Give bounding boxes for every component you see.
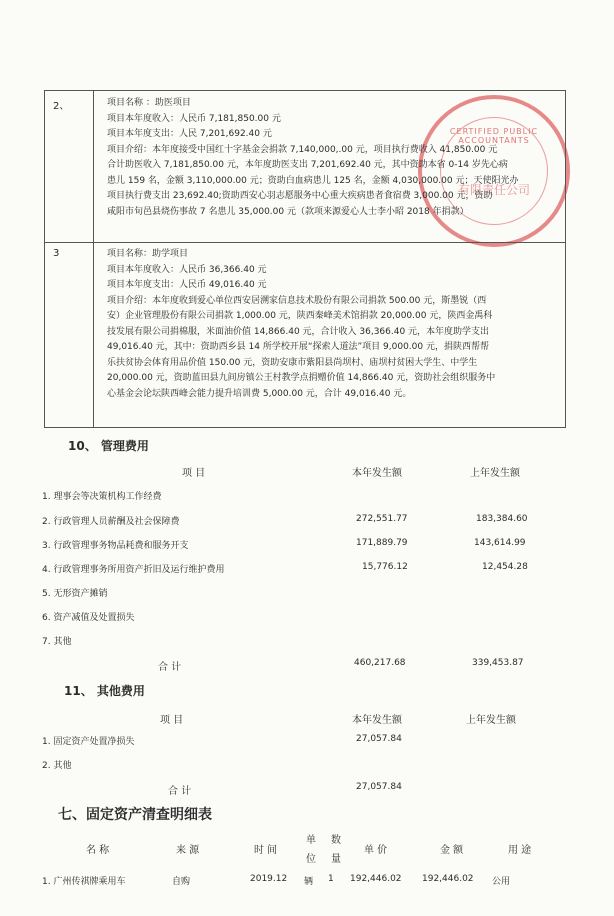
seal-text-cn: 有限责任公司 [457,183,530,197]
column-header-current: 本年发生额 [352,468,402,479]
asset-qty: 1 [328,874,334,884]
asset-header-use: 用 途 [508,845,532,856]
expense-label: 1. 理事会等决策机构工作经费 [42,492,162,502]
total-label: 合 计 [158,662,182,673]
expense-current: 272,551.77 [356,514,408,524]
row-line: 项目本年度收入：人民币 7,181,850.00 元 [107,113,281,124]
expense-label: 4. 行政管理事务所用资产折旧及运行维护费用 [42,565,225,575]
row-line: 心基金会论坛陕西峰会能力提升培训费 5,000.00 元，合计 49,016.40 元。 [107,388,412,399]
row-line: 20,000.00 元，资助蓝田县九间房镇公王村教学点捐赠价值 14,866.40 元，资助社会组织服务中 [107,373,496,383]
row-line: 项目名称：助学项目 [107,249,189,259]
expense-previous: 143,614.99 [474,538,526,548]
expense-label: 5. 无形资产摊销 [42,589,108,599]
row-line: 技发展有限公司捐棉服，米面油价值 14,866.40 元，合计收入 36,366.40 元，本年度助学支出 [107,326,490,337]
row-number: 2、 [53,101,70,112]
section-title-other: 11、 其他费用 [64,684,145,698]
expense-label: 2. 行政管理人员薪酬及社会保障费 [42,517,180,527]
asset-header-qty: 数 [331,835,341,846]
asset-unit: 辆 [304,877,314,887]
row-line: 项目介绍：本年度收到爱心单位西安居溯家信息技术股份有限公司捐款 500.00 元，斯墨锐（西 [107,295,487,306]
total-current: 27,057.84 [356,782,402,792]
project-row-education [107,247,559,402]
table-column-divider [93,91,94,427]
asset-header-price: 单 价 [364,845,388,856]
row-line: 患儿 159 名，金额 3,110,000.00 元；资助白血病患儿 125 名，金额 4,030,000.00 元；天使阳光办 [107,175,519,186]
row-line: 49,016.40 元，其中：资助西乡县 14 所学校开展“探索人道法”项目 9,000.00 元，捐陕西帮帮 [107,342,489,352]
row-line: 项目介绍：本年度接受中国红十字基金会捐款 7,140,000,.00 元，项目执行费收入 41,850.00 元 [107,144,498,155]
expense-previous: 183,384.60 [476,514,528,524]
row-line: 咸阳市旬邑县烧伤事故 7 名患儿 35,000.00 元（款项来源爱心人士李小昭 2018 年捐款） [107,206,469,217]
row-line: 项目本年度支出：人民币 49,016.40 元 [107,280,267,290]
section-title-assets: 七、固定资产清查明细表 [58,807,212,823]
asset-price: 192,446.02 [350,874,402,884]
expense-current: 15,776.12 [362,562,408,572]
column-header-previous: 上年发生额 [466,715,516,726]
project-row-medical [107,96,559,220]
expense-label: 3. 行政管理事务物品耗费和服务开支 [42,541,189,551]
asset-header-source: 来 源 [176,845,200,856]
row-line: 合计助医收入 7,181,850.00 元，本年度助医支出 7,201,692.40 元，其中资助本省 0-14 岁先心病 [107,160,508,170]
asset-header-qty: 量 [331,854,341,865]
expense-current: 171,889.79 [356,538,408,548]
expense-label: 1. 固定资产处置净损失 [42,737,135,747]
asset-name: 1. 广州传祺牌乘用车 [42,877,126,887]
column-header-current: 本年发生额 [352,715,402,726]
asset-header-unit: 单 [306,835,316,846]
table-row-divider [45,242,565,243]
total-current: 460,217.68 [354,658,406,668]
expense-current: 27,057.84 [356,734,402,744]
row-line: 项目名称 ：助医项目 [107,98,191,108]
row-line: 项目执行费支出 23,692.40;资助西安心羽志愿服务中心重大疾病患者食宿费 3,000.00 元，资助 [107,191,493,201]
seal-text: CERTIFIED PUBLIC ACCOUNTANTS [449,127,539,145]
row-line: 安）企业管理股份有限公司捐款 1,000.00 元，陕西秦峰美术馆捐款 20,000.00 元，陕西金禹科 [107,311,493,321]
asset-header-time: 时 间 [254,845,278,856]
row-line: 项目本年度支出：人民 7,201,692.40 元 [107,129,272,139]
row-number: 3 [53,248,60,259]
section-title-management: 10、 管理费用 [68,439,149,453]
asset-time: 2019.12 [250,874,288,884]
expense-label: 6. 资产减值及处置损失 [42,613,135,623]
total-previous: 339,453.87 [472,658,524,668]
asset-header-unit: 位 [306,854,316,865]
expense-label: 7. 其他 [42,637,72,647]
column-header-item: 项 目 [182,468,206,479]
asset-amount: 192,446.02 [422,874,474,884]
asset-header-amount: 金 额 [440,845,464,856]
row-line: 项目本年度收入：人民币 36,366.40 元 [107,264,267,275]
expense-label: 2. 其他 [42,761,72,771]
asset-source: 自购 [172,877,191,887]
asset-header-name: 名 称 [86,845,110,856]
column-header-item: 项 目 [160,715,184,726]
column-header-previous: 上年发生额 [470,468,520,479]
row-line: 乐扶贫协会体育用品价值 150.00 元，资助安康市紫阳县尚坝村、庙坝村贫困大学生、中学生 [107,357,478,368]
expense-previous: 12,454.28 [482,562,528,572]
asset-use: 公用 [492,877,511,887]
project-table [44,90,566,428]
total-label: 合 计 [168,786,192,797]
